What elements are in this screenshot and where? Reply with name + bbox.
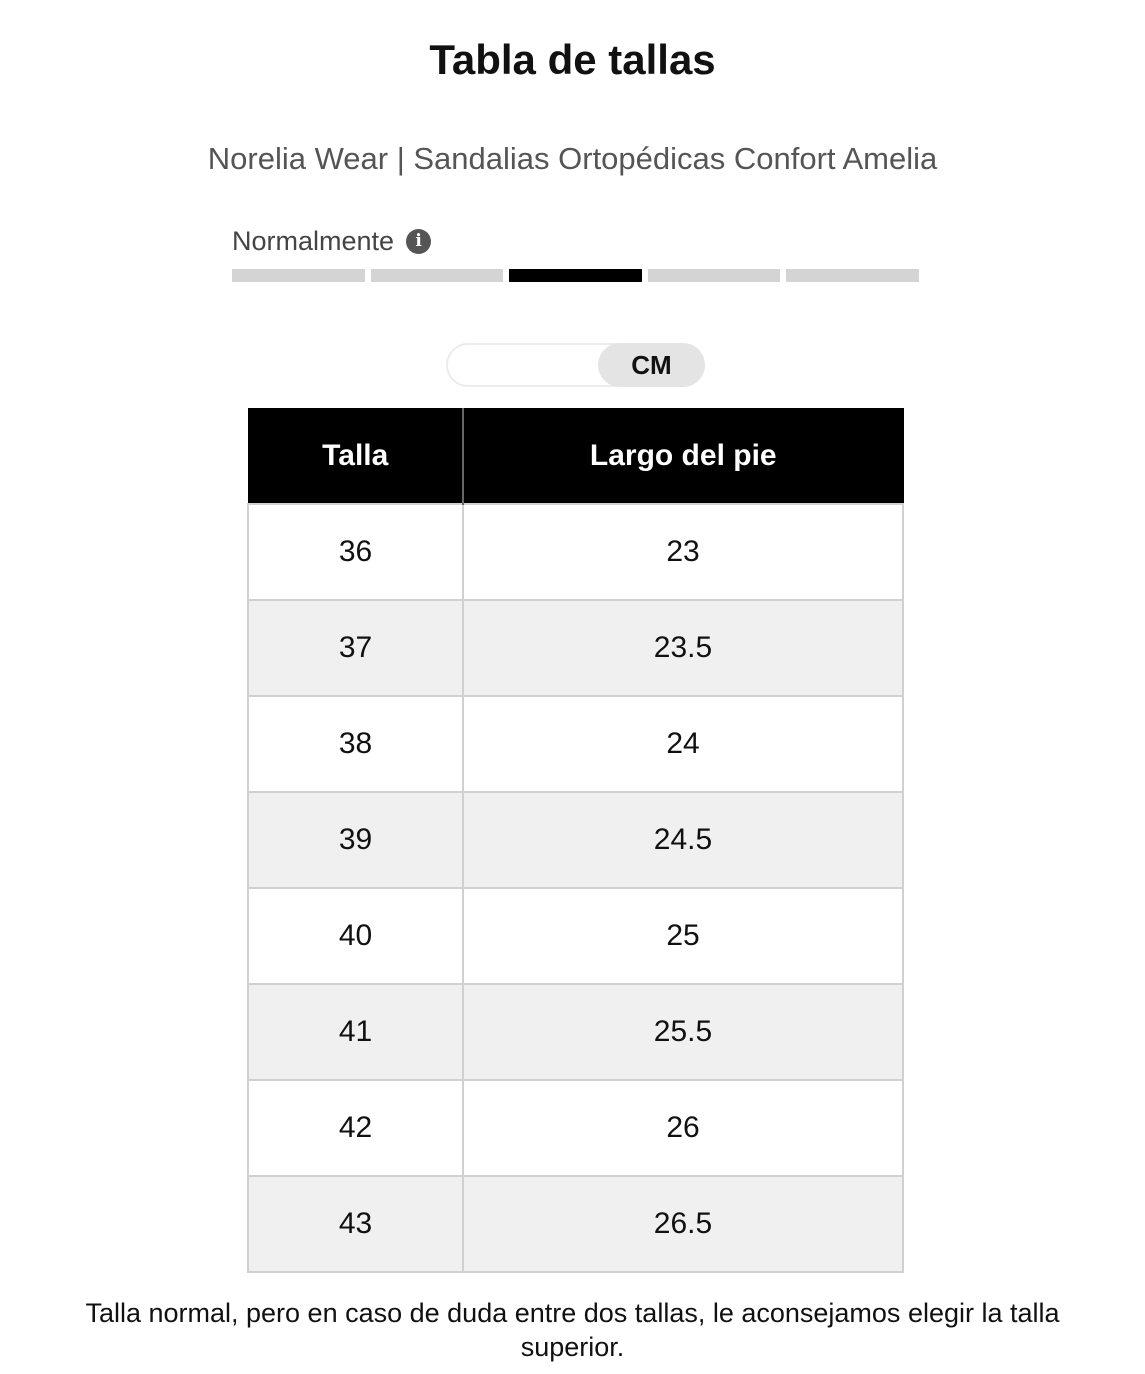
size-cell: 37 <box>248 600 463 696</box>
foot-length-cell: 23 <box>463 504 903 600</box>
fit-segment-1 <box>232 269 365 282</box>
size-cell: 39 <box>248 792 463 888</box>
foot-length-cell: 26.5 <box>463 1176 903 1272</box>
fit-label: Normalmente <box>232 226 395 256</box>
sizing-advice-note: Talla normal, pero en caso de duda entre dos tallas, le aconsejamos elegir la talla superior. <box>85 1298 1060 1362</box>
size-table <box>247 408 904 1273</box>
table-header-row <box>248 409 903 505</box>
foot-length-cell: 26 <box>463 1080 903 1176</box>
fit-segment-2 <box>371 269 504 282</box>
foot-length-cell: 24 <box>463 696 903 792</box>
column-header-size: Talla <box>248 409 463 505</box>
table-row <box>248 696 903 792</box>
unit-toggle[interactable] <box>446 343 705 387</box>
size-cell: 41 <box>248 984 463 1080</box>
product-name: Norelia Wear | Sandalias Ortopédicas Confort Amelia <box>207 141 938 176</box>
size-cell: 36 <box>248 504 463 600</box>
size-cell: 40 <box>248 888 463 984</box>
size-cell: 42 <box>248 1080 463 1176</box>
table-row <box>248 792 903 888</box>
table-row <box>248 600 903 696</box>
table-row <box>248 1080 903 1176</box>
page-title: Tabla de tallas <box>429 36 716 83</box>
size-cell: 43 <box>248 1176 463 1272</box>
table-row <box>248 888 903 984</box>
table-row <box>248 984 903 1080</box>
fit-indicator-label-row <box>232 224 431 258</box>
fit-segment-5 <box>786 269 919 282</box>
fit-segment-3-selected <box>509 269 642 282</box>
fit-segment-4 <box>648 269 781 282</box>
fit-scale <box>232 269 919 282</box>
info-icon[interactable]: i <box>406 229 431 254</box>
table-row <box>248 504 903 600</box>
size-cell: 38 <box>248 696 463 792</box>
foot-length-cell: 24.5 <box>463 792 903 888</box>
table-row <box>248 1176 903 1272</box>
foot-length-cell: 25 <box>463 888 903 984</box>
column-header-foot-length: Largo del pie <box>463 409 903 505</box>
foot-length-cell: 23.5 <box>463 600 903 696</box>
unit-option-cm[interactable]: CM <box>598 343 705 387</box>
foot-length-cell: 25.5 <box>463 984 903 1080</box>
